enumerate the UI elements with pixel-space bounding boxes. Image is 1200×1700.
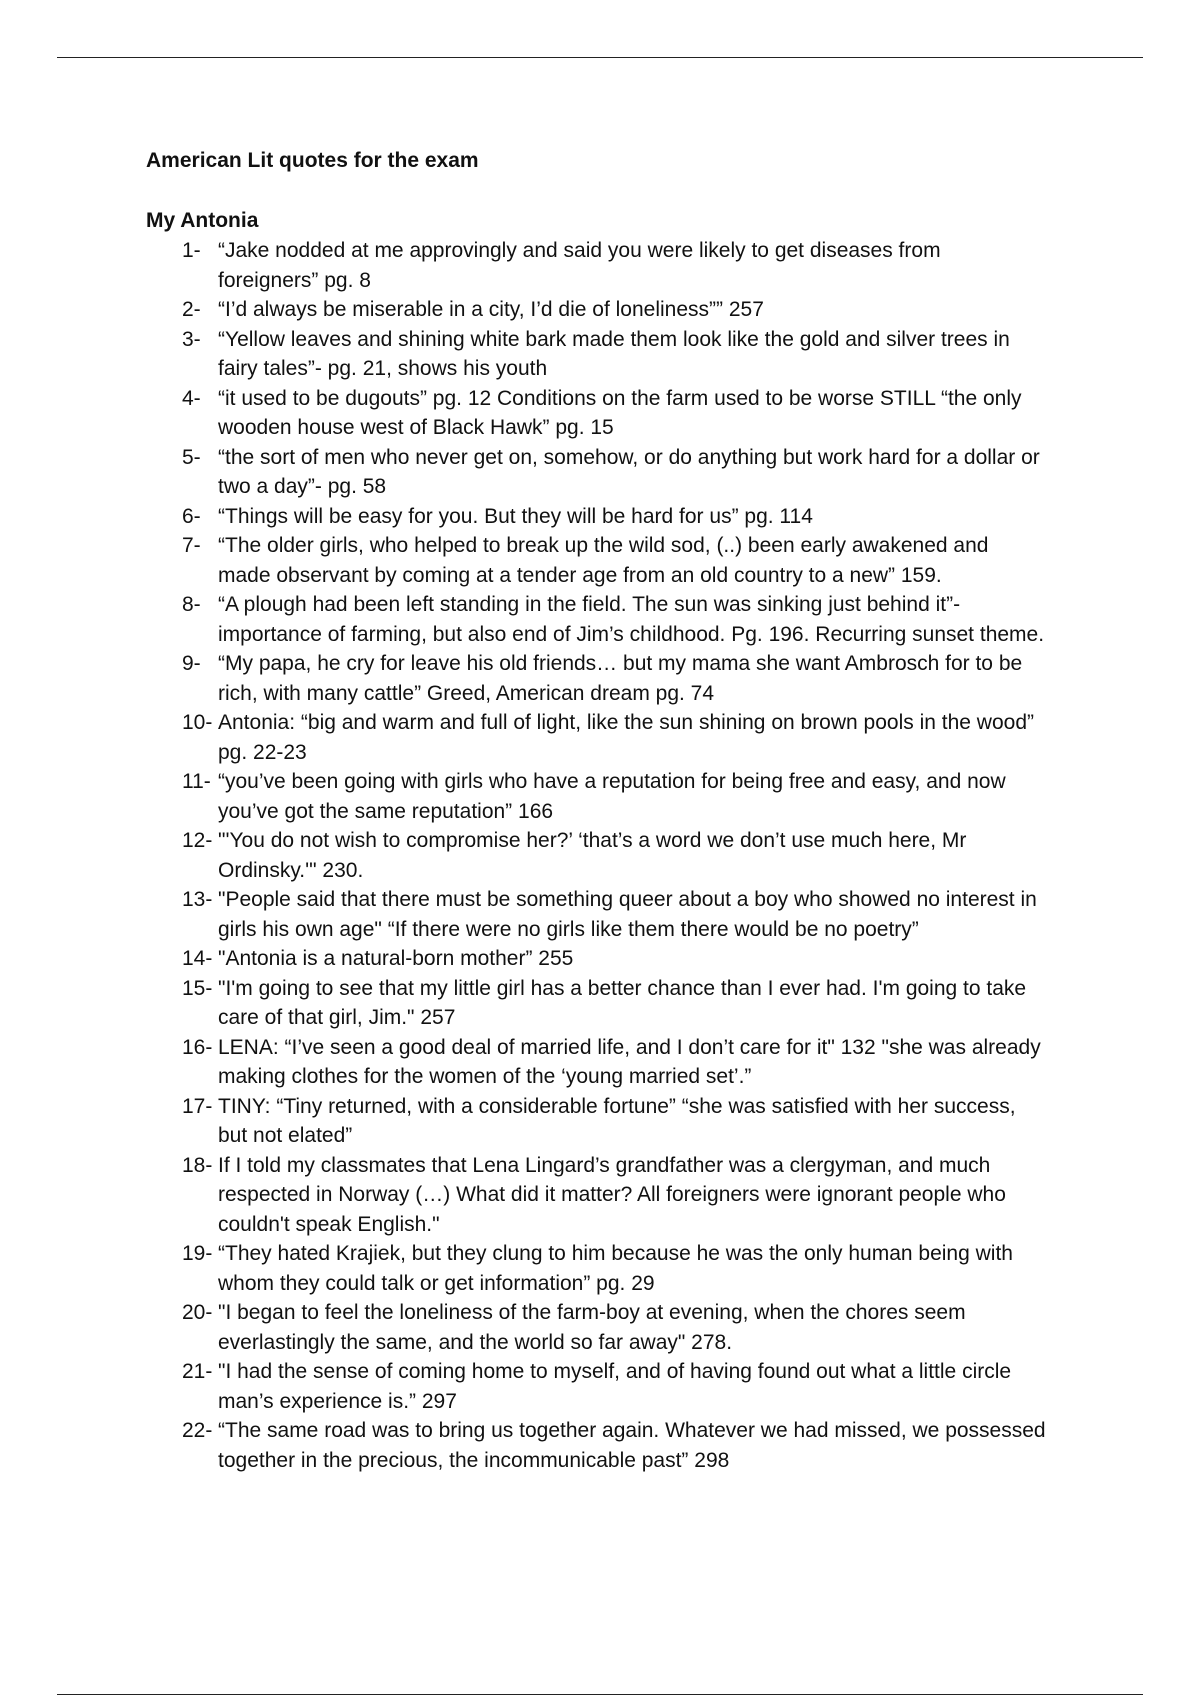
quote-text: “Jake nodded at me approvingly and said you were likely to get diseases from foreigners” pg. 8	[218, 239, 941, 292]
quote-number: 14-	[182, 947, 213, 970]
quote-number: 21-	[182, 1360, 213, 1383]
quote-text: "'You do not wish to compromise her?’ ‘that’s a word we don’t use much here, Mr Ordinsky.'" 230.	[218, 829, 967, 882]
quote-number: 15-	[182, 976, 213, 1000]
document-body	[146, 146, 1046, 1475]
quote-text: “the sort of men who never get on, somehow, or do anything but work hard for a dollar or two a day”- pg. 58	[218, 445, 1040, 498]
quote-number: 5-	[182, 445, 201, 469]
quote-item	[146, 1416, 1046, 1475]
quote-item	[146, 1239, 1046, 1298]
bottom-rule	[57, 1694, 1143, 1695]
quote-item	[146, 502, 1046, 532]
quote-number: 20-	[182, 1301, 213, 1324]
quote-number: 1-	[182, 239, 201, 262]
top-rule	[57, 57, 1143, 58]
quote-item	[146, 649, 1046, 708]
quote-number: 2-	[182, 298, 201, 321]
quote-number: 16-	[182, 1035, 213, 1059]
quote-number: 4-	[182, 386, 201, 410]
quote-item	[146, 1033, 1046, 1092]
quote-text: If I told my classmates that Lena Lingard’s grandfather was a clergyman, and much respected in Norway (…) What did it matter? All foreigners were ignorant people who couldn't speak English."	[218, 1153, 1006, 1236]
quote-item	[146, 531, 1046, 590]
quote-text: “Things will be easy for you. But they will be hard for us” pg. 114	[218, 504, 813, 528]
quote-list	[146, 236, 1046, 1475]
quote-text: "I began to feel the loneliness of the farm-boy at evening, when the chores seem everlastingly the same, and the world so far away" 278.	[218, 1301, 966, 1354]
quote-number: 18-	[182, 1153, 213, 1177]
quote-number: 12-	[182, 829, 213, 852]
section-heading: My Antonia	[146, 209, 259, 232]
quote-number: 13-	[182, 888, 213, 911]
quote-item	[146, 236, 1046, 295]
quote-text: “My papa, he cry for leave his old friends… but my mama she want Ambrosch for to be rich, with many cattle” Greed, American dream pg. 74	[218, 652, 1023, 705]
quote-number: 22-	[182, 1419, 213, 1442]
quote-number: 8-	[182, 593, 201, 616]
quote-item	[146, 767, 1046, 826]
quote-item	[146, 1298, 1046, 1357]
quote-number: 19-	[182, 1242, 213, 1265]
quote-item	[146, 1151, 1046, 1240]
quote-text: "I had the sense of coming home to myself, and of having found out what a little circle man’s experience is.” 297	[218, 1360, 1012, 1413]
quote-text: “The older girls, who helped to break up the wild sod, (..) been early awakened and made observant by coming at a tender age from an old country to a new” 159.	[218, 534, 989, 587]
quote-number: 7-	[182, 534, 201, 557]
quote-text: "I'm going to see that my little girl has a better chance than I ever had. I'm going to take care of that girl, Jim." 257	[218, 976, 1027, 1029]
quote-item	[146, 443, 1046, 502]
quote-text: “Yellow leaves and shining white bark made them look like the gold and silver trees in fairy tales”- pg. 21, shows his youth	[218, 327, 1010, 380]
quote-item	[146, 1092, 1046, 1151]
quote-number: 11-	[182, 770, 211, 793]
quote-item	[146, 590, 1046, 649]
quote-item	[146, 826, 1046, 885]
quote-number: 10-	[182, 711, 213, 734]
quote-item	[146, 1357, 1046, 1416]
quote-item	[146, 974, 1046, 1033]
quote-text: "People said that there must be something queer about a boy who showed no interest in girls his own age" “If there were no girls like them there would be no poetry”	[218, 888, 1037, 941]
quote-item	[146, 325, 1046, 384]
quote-item	[146, 885, 1046, 944]
quote-number: 6-	[182, 504, 201, 528]
document-title: American Lit quotes for the exam	[146, 149, 479, 172]
quote-text: “it used to be dugouts” pg. 12 Conditions on the farm used to be worse STILL “the only wooden house west of Black Hawk” pg. 15	[218, 386, 1022, 439]
quote-item	[146, 295, 1046, 325]
quote-item	[146, 384, 1046, 443]
quote-text: TINY: “Tiny returned, with a considerable fortune” “she was satisfied with her success, but not elated”	[218, 1094, 1016, 1147]
quote-number: 9-	[182, 652, 201, 675]
quote-text: Antonia: “big and warm and full of light, like the sun shining on brown pools in the wood” pg. 22-23	[218, 711, 1034, 764]
quote-text: “The same road was to bring us together again. Whatever we had missed, we possessed together in the precious, the incommunicable past” 298	[218, 1419, 1046, 1472]
quote-number: 3-	[182, 327, 201, 351]
quote-item	[146, 944, 1046, 974]
quote-text: “I’d always be miserable in a city, I’d die of loneliness”” 257	[218, 298, 764, 321]
quote-text: “They hated Krajiek, but they clung to him because he was the only human being with whom they could talk or get information” pg. 29	[218, 1242, 1013, 1295]
quote-text: “you’ve been going with girls who have a reputation for being free and easy, and now you’ve got the same reputation” 166	[218, 770, 1006, 823]
quote-item	[146, 708, 1046, 767]
quote-text: LENA: “I’ve seen a good deal of married life, and I don’t care for it" 132 "she was already making clothes for the women of the ‘young married set’.”	[218, 1035, 1041, 1088]
quote-text: “A plough had been left standing in the field. The sun was sinking just behind it”- importance of farming, but also end of Jim’s childhood. Pg. 196. Recurring sunset theme.	[218, 593, 1045, 646]
quote-number: 17-	[182, 1094, 213, 1118]
quote-text: "Antonia is a natural-born mother” 255	[218, 947, 574, 970]
